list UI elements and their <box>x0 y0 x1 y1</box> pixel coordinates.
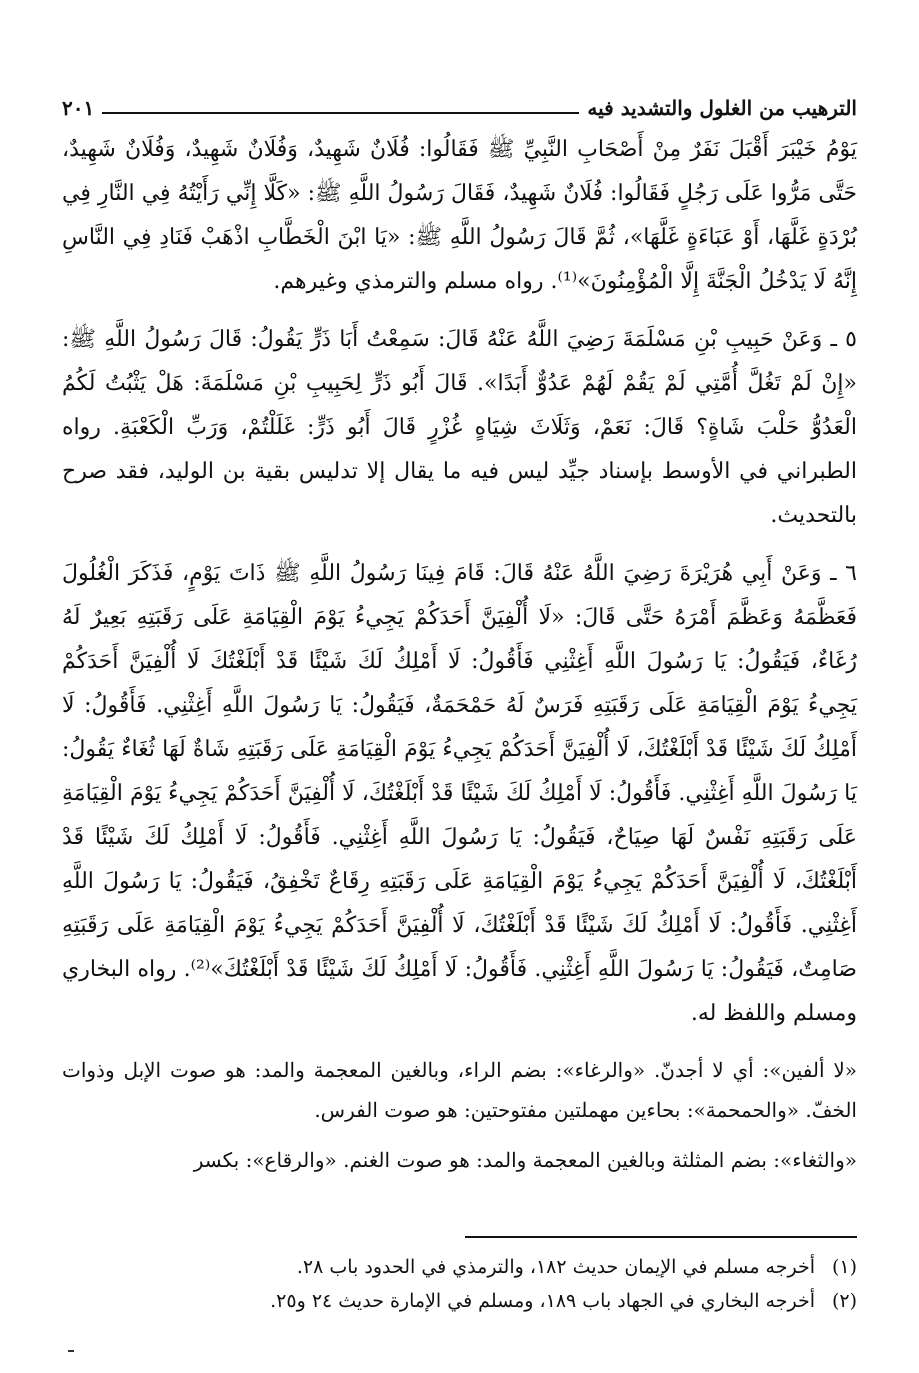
footnote-text: أخرجه مسلم في الإيمان حديث ١٨٢، والترمذي في الحدود باب ٢٨. <box>296 1256 815 1278</box>
paragraph-hadith-4-continued: يَوْمُ خَيْبَرَ أَقْبَلَ نَفَرٌ مِنْ أَصْحَابِ النَّبِيِّ ﷺ فَقَالُوا: فُلَانٌ شَهِيدٌ، وَفُلَانٌ شَهِيدٌ، وَفُلَانٌ شَهِيدٌ، حَتَّى مَرُّوا عَلَى رَجُلٍ فَقَالُوا: فُلَانٌ شَهِيدٌ، فَقَالَ رَسُولُ اللَّهِ ﷺ: «كَلَّا إِنِّي رَأَيْتُهُ فِي النَّارِ فِي بُرْدَةٍ غَلَّهَا، أَوْ عَبَاءَةٍ غَلَّهَا»، ثُمَّ قَالَ رَسُولُ اللَّهِ ﷺ: «يَا ابْنَ الْخَطَّابِ اذْهَبْ فَنَادِ فِي النَّاسِ إِنَّهُ لَا يَدْخُلُ الْجَنَّةَ إِلَّا الْمُؤْمِنُونَ»⁽¹⁾. رواه مسلم والترمذي وغيرهم. <box>62 137 857 294</box>
footnotes <box>62 1252 857 1320</box>
paragraph-hadith-6: ٦ ـ وَعَنْ أَبِي هُرَيْرَةَ رَضِيَ اللَّهُ عَنْهُ قَالَ: قَامَ فِينَا رَسُولُ اللَّهِ ﷺ ذَاتَ يَوْمٍ، فَذَكَرَ الْغُلُولَ فَعَظَّمَهُ وَعَظَّمَ أَمْرَهُ حَتَّى قَالَ: «لَا أُلْفِيَنَّ أَحَدَكُمْ يَجِيءُ يَوْمَ الْقِيَامَةِ عَلَى رَقَبَتِهِ بَعِيرٌ لَهُ رُغَاءٌ، فَيَقُولُ: يَا رَسُولَ اللَّهِ أَغِثْنِي فَأَقُولُ: لَا أَمْلِكُ لَكَ شَيْئًا قَدْ أَبْلَغْتُكَ لَا أُلْفِيَنَّ أَحَدَكُمْ يَجِيءُ يَوْمَ الْقِيَامَةِ عَلَى رَقَبَتِهِ فَرَسٌ لَهُ حَمْحَمَةٌ، فَيَقُولُ: يَا رَسُولَ اللَّهِ أَغِثْنِي. فَأَقُولُ: لَا أَمْلِكُ لَكَ شَيْئًا قَدْ أَبْلَغْتُكَ، لَا أُلْفِيَنَّ أَحَدَكُمْ يَجِيءُ يَوْمَ الْقِيَامَةِ عَلَى رَقَبَتِهِ شَاةٌ لَهَا ثُغَاءٌ يَقُولُ: يَا رَسُولَ اللَّهِ أَغِثْنِي. فَأَقُولُ: لَا أَمْلِكُ لَكَ شَيْئًا قَدْ أَبْلَغْتُكَ، لَا أُلْفِيَنَّ أَحَدَكُمْ يَجِيءُ يَوْمَ الْقِيَامَةِ عَلَى رَقَبَتِهِ نَفْسٌ لَهَا صِيَاحٌ، فَيَقُولُ: يَا رَسُولَ اللَّهِ أَغِثْنِي. فَأَقُولُ: لَا أَمْلِكُ لَكَ شَيْئًا قَدْ أَبْلَغْتُكَ، لَا أُلْفِيَنَّ أَحَدَكُمْ يَجِيءُ يَوْمَ الْقِيَامَةِ عَلَى رَقَبَتِهِ رِقَاعٌ تَخْفِقُ، فَيَقُولُ: يَا رَسُولَ اللَّهِ أَغِثْنِي. فَأَقُولُ: لَا أَمْلِكُ لَكَ شَيْئًا قَدْ أَبْلَغْتُكَ، لَا أُلْفِيَنَّ أَحَدَكُمْ يَجِيءُ يَوْمَ الْقِيَامَةِ عَلَى رَقَبَتِهِ صَامِتٌ، فَيَقُولُ: يَا رَسُولَ اللَّهِ أَغِثْنِي. فَأَقُولُ: لَا أَمْلِكُ لَكَ شَيْئًا قَدْ أَبْلَغْتُكَ»⁽²⁾. رواه البخاري ومسلم واللفظ له. <box>62 561 857 1026</box>
paragraph-hadith-5: ٥ ـ وَعَنْ حَبِيبِ بْنِ مَسْلَمَةَ رَضِيَ اللَّهُ عَنْهُ قَالَ: سَمِعْتُ أَبَا ذَرٍّ يَقُولُ: قَالَ رَسُولُ اللَّهِ ﷺ: «إِنْ لَمْ تَغُلَّ أُمَّتِي لَمْ يَقُمْ لَهُمْ عَدُوٌّ أَبَدًا». قَالَ أَبُو ذَرٍّ لِحَبِيبِ بْنِ مَسْلَمَةَ: هَلْ يَثْبُتُ لَكُمُ الْعَدُوُّ حَلْبَ شَاةٍ؟ قَالَ: نَعَمْ، وَثَلَاثَ شِيَاهٍ غُزْرٍ قَالَ أَبُو ذَرٍّ: غَلَلْتُمْ، وَرَبِّ الْكَعْبَةِ. رواه الطبراني في الأوسط بإسناد جيِّد ليس فيه ما يقال إلا تدليس بقية بن الوليد، فقد صرح بالتحديث. <box>62 327 857 528</box>
footnote-mark: (٢) <box>831 1290 857 1312</box>
page-number: ٢٠١ <box>62 96 95 120</box>
running-title: الترهيب من الغلول والتشديد فيه <box>587 96 857 120</box>
header-rule <box>102 112 579 114</box>
footnote-mark: (١) <box>831 1256 857 1278</box>
print-speck <box>68 1350 74 1352</box>
footnote-1 <box>62 1252 857 1282</box>
footnote-divider <box>465 1236 857 1238</box>
main-text <box>62 128 857 1190</box>
running-header <box>62 86 857 120</box>
glossary-note-2: «والثغاء»: بضم المثلثة وبالغين المعجمة والمد: هو صوت الغنم. «والرقاع»: بكسر <box>193 1148 857 1172</box>
book-page <box>62 0 857 1373</box>
footnote-text: أخرجه البخاري في الجهاد باب ١٨٩، ومسلم في الإمارة حديث ٢٤ و٢٥. <box>270 1290 815 1312</box>
glossary-note-1: «لا ألفين»: أي لا أجدنّ. «والرغاء»: بضم الراء، وبالغين المعجمة والمد: هو صوت الإبل وذوات الخفّ. «والحمحمة»: بحاءين مهملتين مفتوحتين: هو صوت الفرس. <box>62 1058 857 1122</box>
footnote-2 <box>62 1286 857 1316</box>
